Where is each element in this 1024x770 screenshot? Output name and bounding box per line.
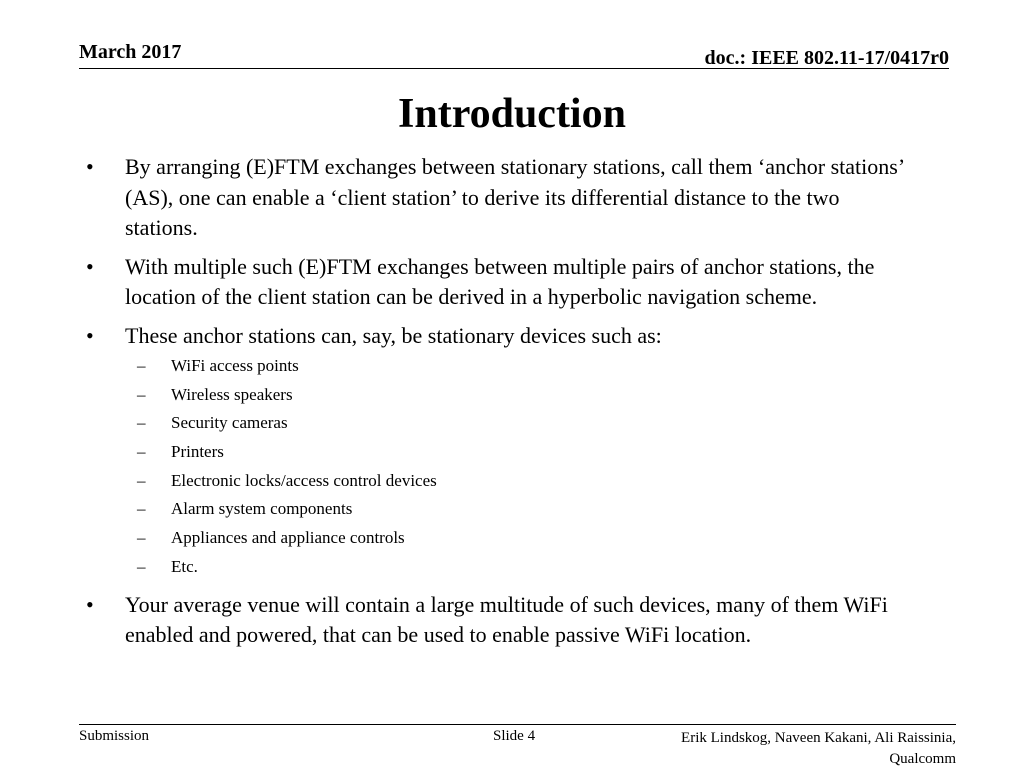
sub-item-text: Printers — [171, 442, 224, 462]
header-doc-id: doc.: IEEE 802.11-17/0417r0 — [704, 47, 949, 69]
footer-divider — [79, 724, 956, 725]
sub-item — [0, 467, 1024, 496]
bullet-item — [0, 590, 1024, 651]
sub-item — [0, 409, 1024, 438]
sub-item — [0, 438, 1024, 467]
bullet-text: By arranging (E)FTM exchanges between stationary stations, call them ‘anchor stations’ (AS), one can enable a ‘client station’ to derive its differential distance to the two stations. — [125, 154, 904, 240]
footer-slide-number: Slide 4 — [493, 728, 536, 744]
sub-marker: – — [137, 556, 146, 576]
sub-marker: – — [137, 356, 146, 375]
bullet-marker: • — [86, 591, 94, 617]
header-date: March 2017 — [79, 41, 182, 63]
sub-item-text: Etc. — [171, 556, 198, 576]
sub-marker: – — [137, 470, 146, 490]
bullet-text: These anchor stations can, say, be stationary devices such as: — [125, 322, 662, 348]
bullet-item — [0, 152, 1024, 244]
sub-marker: – — [137, 442, 146, 462]
sub-item-text: Security cameras — [171, 413, 288, 433]
sub-marker: – — [137, 499, 146, 519]
sub-item — [0, 524, 1024, 553]
sub-item-text: Alarm system components — [171, 499, 353, 519]
bullet-text: With multiple such (E)FTM exchanges between multiple pairs of anchor stations, the location of the client station can be derived in a hyperbolic navigation scheme. — [125, 253, 875, 309]
sub-item-text: Electronic locks/access control devices — [171, 470, 437, 490]
bullet-marker: • — [86, 253, 94, 279]
sub-item — [0, 381, 1024, 410]
slide-title: Introduction — [398, 91, 626, 137]
sub-marker: – — [137, 413, 146, 433]
device-list — [0, 352, 1024, 582]
sub-marker: – — [137, 384, 146, 404]
header-divider — [79, 68, 949, 69]
footer-submission: Submission — [79, 728, 150, 744]
footer-authors: Erik Lindskog, Naveen Kakani, Ali Raissinia, Qualcomm — [681, 730, 956, 767]
sub-item — [0, 553, 1024, 582]
bullet-marker: • — [86, 154, 94, 179]
bullet-item — [0, 321, 1024, 352]
sub-item-text: Appliances and appliance controls — [171, 528, 405, 548]
slide-body — [0, 152, 1024, 659]
bullet-item — [0, 252, 1024, 313]
sub-item-text: WiFi access points — [171, 356, 299, 375]
bullet-text: Your average venue will contain a large multitude of such devices, many of them WiFi enabled and powered, that can be used to enable passive WiFi location. — [125, 591, 888, 647]
sub-marker: – — [137, 528, 146, 548]
sub-item-text: Wireless speakers — [171, 384, 293, 404]
sub-item — [0, 495, 1024, 524]
bullet-marker: • — [86, 322, 94, 348]
sub-item — [0, 352, 1024, 381]
